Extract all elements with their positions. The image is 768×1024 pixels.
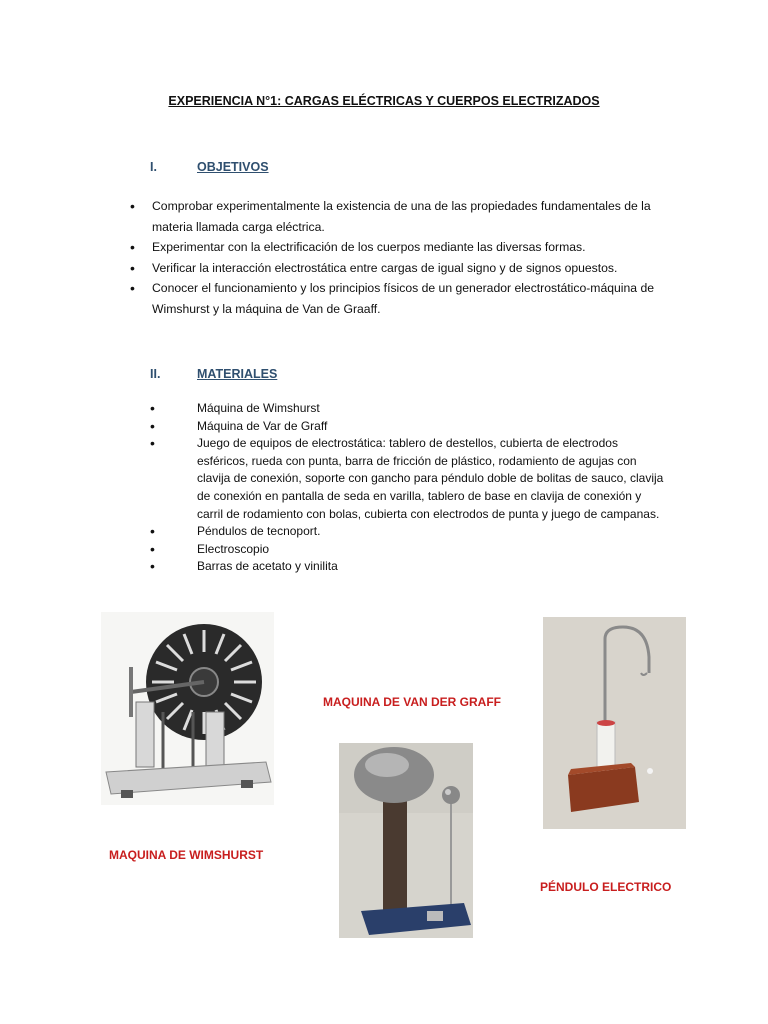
vandergraff-caption: MAQUINA DE VAN DER GRAFF	[323, 695, 501, 709]
section-materiales-number: II.	[150, 367, 161, 381]
material-item: • Electroscopio	[150, 541, 670, 559]
section-objetivos-heading: OBJETIVOS	[197, 160, 269, 174]
objetivo-item: • Comprobar experimentalmente la existencia de una de las propiedades fundamentales de la materia llamada carga eléctrica.	[130, 196, 670, 237]
material-item: • Péndulos de tecnoport.	[150, 523, 670, 541]
document-title: EXPERIENCIA N°1: CARGAS ELÉCTRICAS Y CUERPOS ELECTRIZADOS	[168, 94, 600, 108]
section-objetivos-number: I.	[150, 160, 157, 174]
material-item: • Máquina de Wimshurst	[150, 400, 670, 418]
pendulo-electrico-image	[543, 617, 686, 829]
material-item: • Juego de equipos de electrostática: tablero de destellos, cubierta de electrodos esféricos, rueda con punta, barra de fricción de plástico, rodamiento de agujas con clavija de conexión, soporte con gancho para péndulo doble de bolitas de sauco, clavija de conexión en pantalla de seda en varilla, tablero de base en clavija de conexión y carril de rodamiento con bolas, cubierta con electrodos de punta y juego de campanas.	[150, 435, 670, 523]
objetivo-item: • Conocer el funcionamiento y los principios físicos de un generador electrostático-máquina de Wimshurst y la máquina de Van de Graaff.	[130, 278, 670, 319]
pendulo-caption: PÉNDULO ELECTRICO	[540, 880, 672, 894]
wimshurst-caption: MAQUINA DE WIMSHURST	[109, 848, 264, 862]
wimshurst-machine-image	[101, 612, 274, 805]
objetivo-item: • Experimentar con la electrificación de los cuerpos mediante las diversas formas.	[130, 237, 670, 258]
objetivo-item: • Verificar la interacción electrostática entre cargas de igual signo y de signos opuestos.	[130, 258, 670, 279]
vandergraff-generator-image	[339, 743, 473, 938]
material-item: • Máquina de Var de Graff	[150, 418, 670, 436]
section-materiales-heading: MATERIALES	[197, 367, 278, 381]
material-item: • Barras de acetato y vinilita	[150, 558, 670, 576]
objetivos-list	[130, 196, 670, 319]
materiales-list	[150, 400, 670, 576]
